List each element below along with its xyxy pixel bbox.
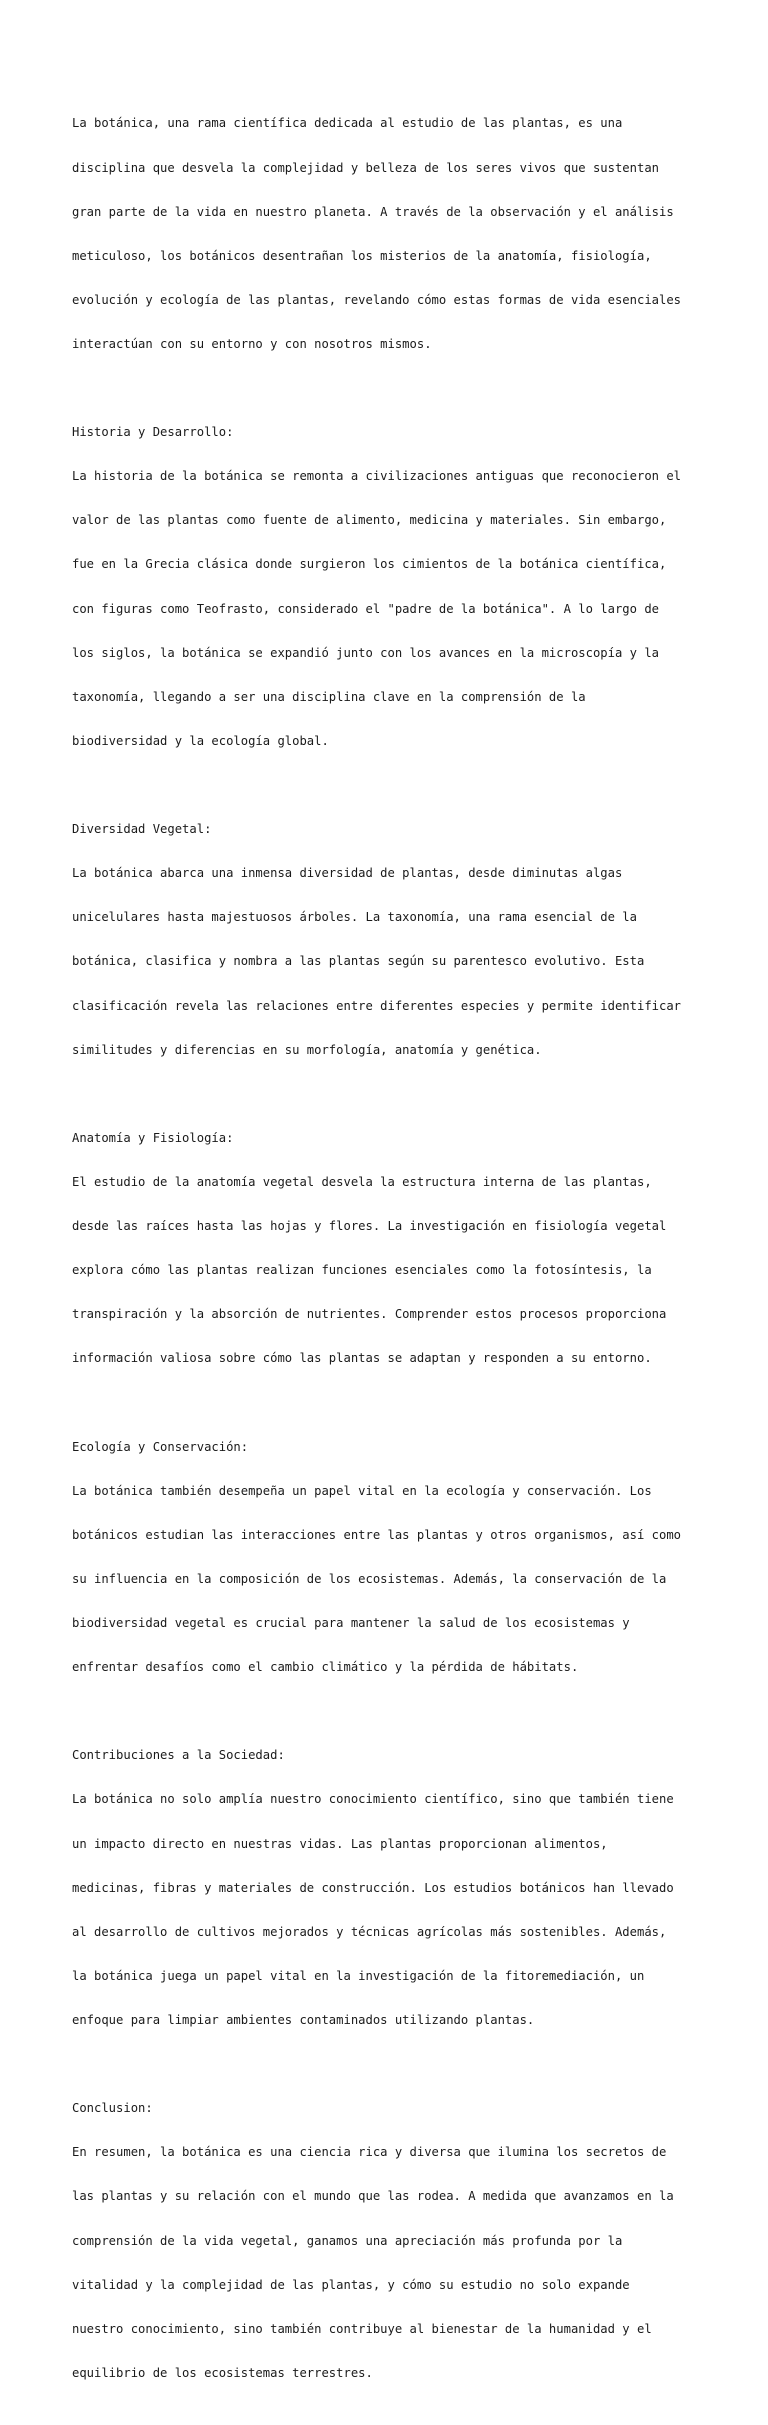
section-heading: Contribuciones a la Sociedad: bbox=[72, 1748, 285, 1763]
paragraph-historia bbox=[72, 396, 712, 778]
paragraph-diversidad bbox=[72, 793, 712, 1087]
text-line: La historia de la botánica se remonta a civilizaciones antiguas que reconocieron el bbox=[72, 469, 682, 484]
text-line: gran parte de la vida en nuestro planeta. A través de la observación y el análisis bbox=[72, 204, 674, 219]
text-line: similitudes y diferencias en su morfología, anatomía y genética. bbox=[72, 1042, 542, 1057]
text-line: biodiversidad vegetal es crucial para mantener la salud de los ecosistemas y bbox=[72, 1616, 630, 1631]
text-line: botánica, clasifica y nombra a las plantas según su parentesco evolutivo. Esta bbox=[72, 954, 645, 969]
text-line: botánicos estudian las interacciones entre las plantas y otros organismos, así como bbox=[72, 1527, 682, 1542]
paragraph-intro bbox=[72, 87, 712, 381]
text-line: transpiración y la absorción de nutrientes. Comprender estos procesos proporciona bbox=[72, 1307, 667, 1322]
section-heading: Diversidad Vegetal: bbox=[72, 822, 212, 837]
text-line: explora cómo las plantas realizan funciones esenciales como la fotosíntesis, la bbox=[72, 1263, 652, 1278]
text-line: su influencia en la composición de los ecosistemas. Además, la conservación de la bbox=[72, 1571, 667, 1586]
text-line: unicelulares hasta majestuosos árboles. La taxonomía, una rama esencial de la bbox=[72, 910, 637, 925]
text-line: al desarrollo de cultivos mejorados y técnicas agrícolas más sostenibles. Además, bbox=[72, 1924, 667, 1939]
text-line: evolución y ecología de las plantas, revelando cómo estas formas de vida esenciales bbox=[72, 292, 682, 307]
section-heading: Historia y Desarrollo: bbox=[72, 425, 234, 440]
section-heading: Anatomía y Fisiología: bbox=[72, 1130, 234, 1145]
document-body bbox=[72, 87, 712, 2425]
paragraph-contribuciones bbox=[72, 1719, 712, 2057]
text-line: La botánica también desempeña un papel vital en la ecología y conservación. Los bbox=[72, 1483, 652, 1498]
text-line: información valiosa sobre cómo las plantas se adaptan y responden a su entorno. bbox=[72, 1351, 652, 1366]
text-line: enfrentar desafíos como el cambio climático y la pérdida de hábitats. bbox=[72, 1660, 579, 1675]
text-line: nuestro conocimiento, sino también contribuye al bienestar de la humanidad y el bbox=[72, 2321, 652, 2336]
text-line: con figuras como Teofrasto, considerado el "padre de la botánica". A lo largo de bbox=[72, 601, 659, 616]
text-line: El estudio de la anatomía vegetal desvela la estructura interna de las plantas, bbox=[72, 1174, 652, 1189]
paragraph-anatomia bbox=[72, 1101, 712, 1395]
text-line: los siglos, la botánica se expandió junto con los avances en la microscopía y la bbox=[72, 645, 659, 660]
paragraph-conclusion bbox=[72, 2072, 712, 2410]
text-line: la botánica juega un papel vital en la investigación de la fitoremediación, un bbox=[72, 1968, 645, 1983]
text-line: taxonomía, llegando a ser una disciplina clave en la comprensión de la bbox=[72, 689, 586, 704]
section-heading: Ecología y Conservación: bbox=[72, 1439, 249, 1454]
text-line: clasificación revela las relaciones entre diferentes especies y permite identificar bbox=[72, 998, 682, 1013]
text-line: equilibrio de los ecosistemas terrestres. bbox=[72, 2365, 373, 2380]
text-line: disciplina que desvela la complejidad y belleza de los seres vivos que sustentan bbox=[72, 160, 659, 175]
text-line: meticuloso, los botánicos desentrañan los misterios de la anatomía, fisiología, bbox=[72, 248, 652, 263]
text-line: desde las raíces hasta las hojas y flores. La investigación en fisiología vegetal bbox=[72, 1219, 667, 1234]
text-line: La botánica no solo amplía nuestro conocimiento científico, sino que también tiene bbox=[72, 1792, 674, 1807]
section-heading: Conclusion: bbox=[72, 2101, 153, 2116]
text-line: un impacto directo en nuestras vidas. Las plantas proporcionan alimentos, bbox=[72, 1836, 608, 1851]
text-line: vitalidad y la complejidad de las plantas, y cómo su estudio no solo expande bbox=[72, 2277, 630, 2292]
text-line: comprensión de la vida vegetal, ganamos una apreciación más profunda por la bbox=[72, 2233, 623, 2248]
text-line: interactúan con su entorno y con nosotros mismos. bbox=[72, 336, 432, 351]
text-line: biodiversidad y la ecología global. bbox=[72, 733, 329, 748]
text-line: valor de las plantas como fuente de alimento, medicina y materiales. Sin embargo, bbox=[72, 513, 667, 528]
paragraph-ecologia bbox=[72, 1410, 712, 1704]
text-line: La botánica abarca una inmensa diversidad de plantas, desde diminutas algas bbox=[72, 866, 623, 881]
text-line: fue en la Grecia clásica donde surgieron los cimientos de la botánica científica, bbox=[72, 557, 667, 572]
text-line: enfoque para limpiar ambientes contaminados utilizando plantas. bbox=[72, 2013, 535, 2028]
text-line: La botánica, una rama científica dedicada al estudio de las plantas, es una bbox=[72, 116, 623, 131]
text-line: medicinas, fibras y materiales de construcción. Los estudios botánicos han llevado bbox=[72, 1880, 674, 1895]
text-line: En resumen, la botánica es una ciencia rica y diversa que ilumina los secretos de bbox=[72, 2145, 667, 2160]
text-line: las plantas y su relación con el mundo que las rodea. A medida que avanzamos en la bbox=[72, 2189, 674, 2204]
